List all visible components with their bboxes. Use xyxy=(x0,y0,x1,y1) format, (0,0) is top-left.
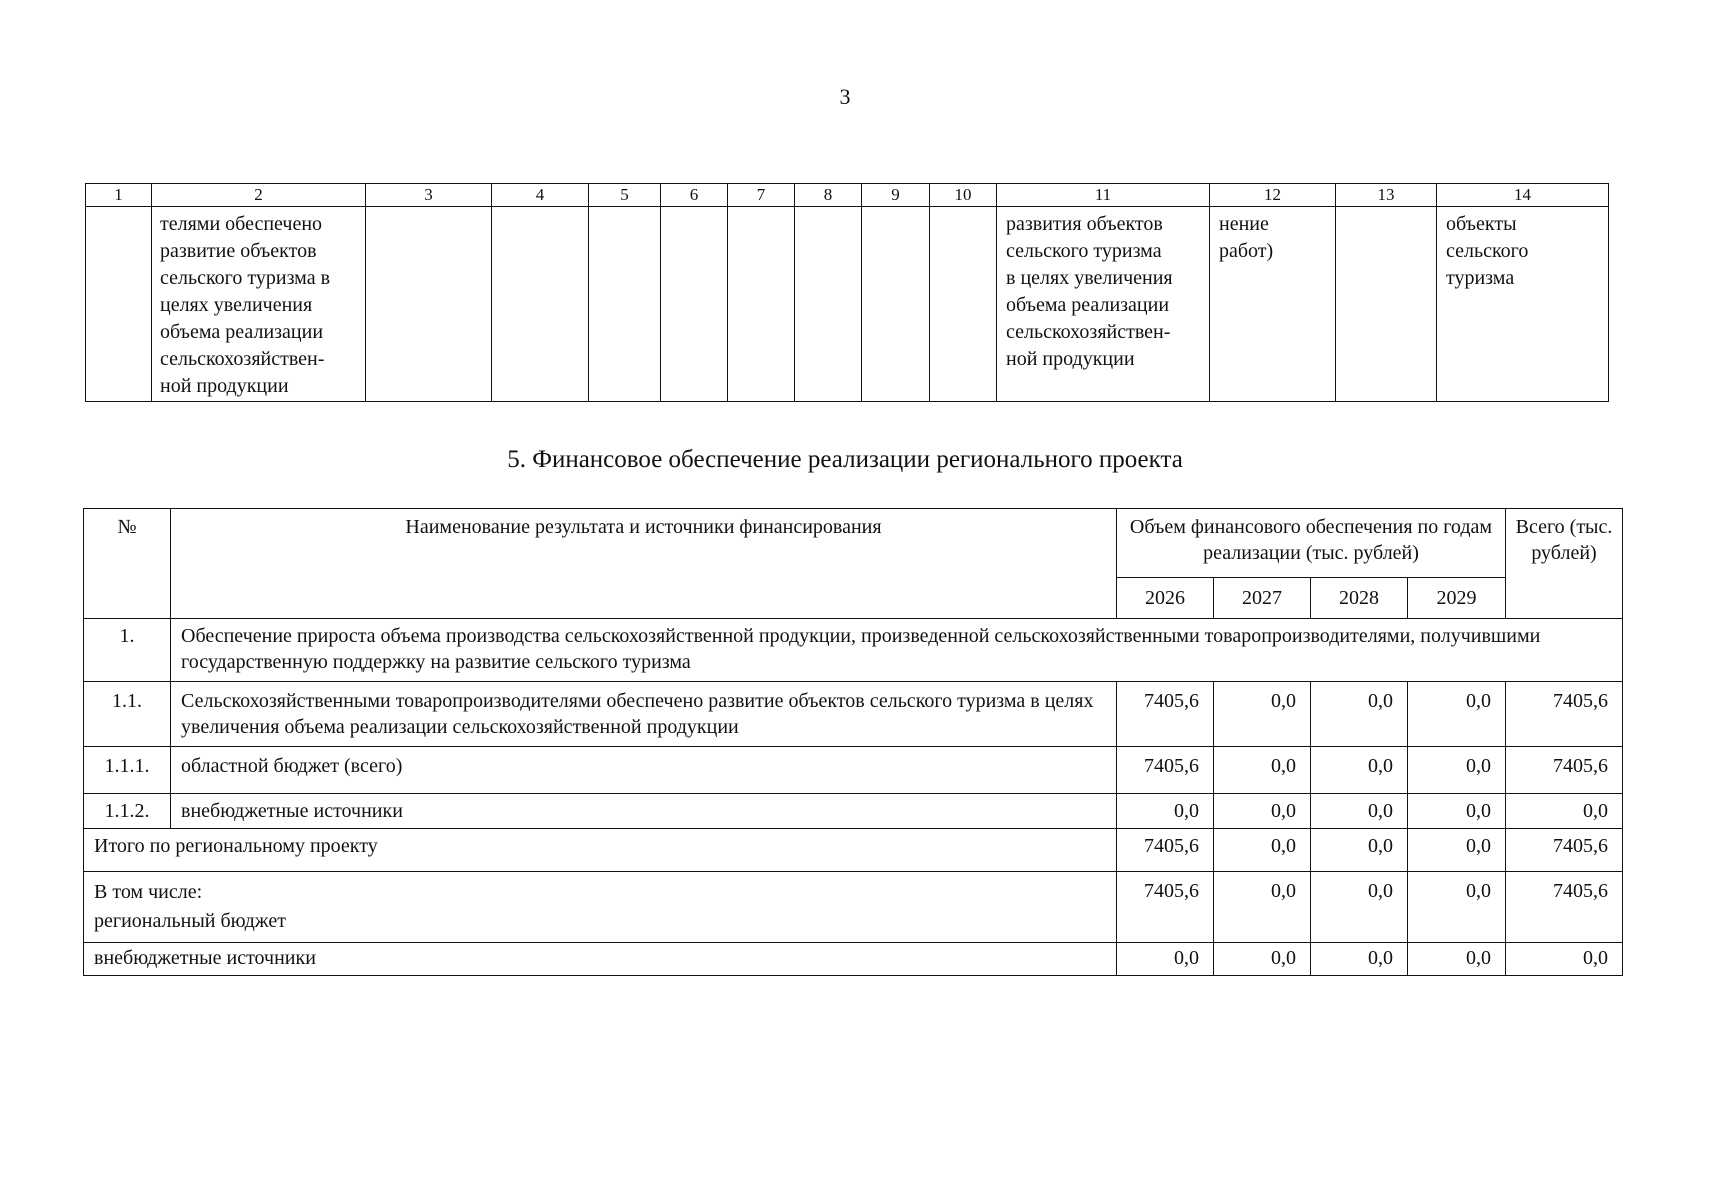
summary-row-regional xyxy=(84,872,1623,943)
year-2027: 2027 xyxy=(1214,578,1311,619)
summary-row-total xyxy=(84,829,1623,872)
value-2027: 0,0 xyxy=(1214,794,1311,829)
column-number: 4 xyxy=(492,184,589,207)
table-row xyxy=(84,794,1623,829)
value-total: 7405,6 xyxy=(1506,829,1623,872)
value-2029: 0,0 xyxy=(1408,682,1506,747)
summary-label: Итого по региональному проекту xyxy=(84,829,1117,872)
cell-col10 xyxy=(930,207,997,402)
summary-label-cell xyxy=(84,872,1117,943)
cell-text: объекты сельского туризма xyxy=(1446,213,1529,289)
summary-sublabel: региональный бюджет xyxy=(94,910,286,932)
header-number: № xyxy=(84,509,171,619)
summary-label: внебюджетные источники xyxy=(84,943,1117,976)
table-row xyxy=(84,682,1623,747)
value-total: 0,0 xyxy=(1506,943,1623,976)
summary-row-extrabudget xyxy=(84,943,1623,976)
cell-col7 xyxy=(728,207,795,402)
column-number: 12 xyxy=(1210,184,1336,207)
cell-col12 xyxy=(1210,207,1336,402)
column-number: 5 xyxy=(589,184,661,207)
column-number: 7 xyxy=(728,184,795,207)
value-2029: 0,0 xyxy=(1408,829,1506,872)
header-total: Всего (тыс. рублей) xyxy=(1506,509,1623,619)
cell-col14 xyxy=(1437,207,1609,402)
cell-col2 xyxy=(152,207,366,402)
value-total: 7405,6 xyxy=(1506,747,1623,794)
value-2028: 0,0 xyxy=(1311,682,1408,747)
row-number: 1. xyxy=(84,619,171,682)
row-name: Обеспечение прироста объема производства сельскохозяйственной продукции, произведенной сельскохозяйственными товаропроизводителями, получившими государственную поддержку на развитие сельского туризма xyxy=(171,619,1623,682)
value-2028: 0,0 xyxy=(1311,872,1408,943)
cell-col11 xyxy=(997,207,1210,402)
column-number: 13 xyxy=(1336,184,1437,207)
row-number: 1.1.2. xyxy=(84,794,171,829)
column-number: 14 xyxy=(1437,184,1609,207)
value-2027: 0,0 xyxy=(1214,682,1311,747)
column-number: 2 xyxy=(152,184,366,207)
cell-text: развития объектов сельского туризма в целях увеличения объема реализации сельскохозяйствен- ной продукции xyxy=(1006,213,1173,370)
column-number: 10 xyxy=(930,184,997,207)
year-2028: 2028 xyxy=(1311,578,1408,619)
value-2028: 0,0 xyxy=(1311,747,1408,794)
value-2026: 0,0 xyxy=(1117,943,1214,976)
table-row xyxy=(84,747,1623,794)
row-number: 1.1. xyxy=(84,682,171,747)
value-2027: 0,0 xyxy=(1214,829,1311,872)
value-2026: 7405,6 xyxy=(1117,747,1214,794)
value-2027: 0,0 xyxy=(1214,747,1311,794)
value-2028: 0,0 xyxy=(1311,829,1408,872)
value-2028: 0,0 xyxy=(1311,943,1408,976)
year-2026: 2026 xyxy=(1117,578,1214,619)
value-2026: 7405,6 xyxy=(1117,872,1214,943)
cell-col1 xyxy=(86,207,152,402)
value-total: 0,0 xyxy=(1506,794,1623,829)
cell-col6 xyxy=(661,207,728,402)
cell-col5 xyxy=(589,207,661,402)
row-name: Сельскохозяйственными товаропроизводителями обеспечено развитие объектов сельского туризма в целях увеличения объема реализации сельскохозяйственной продукции xyxy=(171,682,1117,747)
cell-col13 xyxy=(1336,207,1437,402)
value-2029: 0,0 xyxy=(1408,943,1506,976)
column-number-row xyxy=(86,184,1609,207)
header-row xyxy=(84,509,1623,578)
page-number: 3 xyxy=(839,84,851,109)
continuation-table xyxy=(85,183,1609,402)
value-2029: 0,0 xyxy=(1408,794,1506,829)
value-2027: 0,0 xyxy=(1214,943,1311,976)
row-number: 1.1.1. xyxy=(84,747,171,794)
financing-table xyxy=(83,508,1623,976)
cell-text: нение работ) xyxy=(1219,213,1274,262)
cell-col4 xyxy=(492,207,589,402)
value-total: 7405,6 xyxy=(1506,872,1623,943)
year-2029: 2029 xyxy=(1408,578,1506,619)
column-number: 1 xyxy=(86,184,152,207)
value-2029: 0,0 xyxy=(1408,747,1506,794)
cell-col3 xyxy=(366,207,492,402)
value-2026: 7405,6 xyxy=(1117,829,1214,872)
cell-col9 xyxy=(862,207,930,402)
column-number: 9 xyxy=(862,184,930,207)
column-number: 3 xyxy=(366,184,492,207)
cell-col8 xyxy=(795,207,862,402)
continuation-row xyxy=(86,207,1609,402)
value-total: 7405,6 xyxy=(1506,682,1623,747)
column-number: 6 xyxy=(661,184,728,207)
table-row xyxy=(84,619,1623,682)
header-volume: Объем финансового обеспечения по годам реализации (тыс. рублей) xyxy=(1117,509,1506,578)
value-2029: 0,0 xyxy=(1408,872,1506,943)
row-name: областной бюджет (всего) xyxy=(171,747,1117,794)
value-2026: 0,0 xyxy=(1117,794,1214,829)
value-2027: 0,0 xyxy=(1214,872,1311,943)
summary-label: В том числе: xyxy=(94,881,203,903)
column-number: 11 xyxy=(997,184,1210,207)
cell-text: телями обеспечено развитие объектов сельского туризма в целях увеличения объема реализации сельскохозяйствен- ной продукции xyxy=(160,213,331,397)
value-2028: 0,0 xyxy=(1311,794,1408,829)
section-title: 5. Финансовое обеспечение реализации регионального проекта xyxy=(507,446,1183,473)
header-name: Наименование результата и источники финансирования xyxy=(171,509,1117,619)
value-2026: 7405,6 xyxy=(1117,682,1214,747)
row-name: внебюджетные источники xyxy=(171,794,1117,829)
column-number: 8 xyxy=(795,184,862,207)
